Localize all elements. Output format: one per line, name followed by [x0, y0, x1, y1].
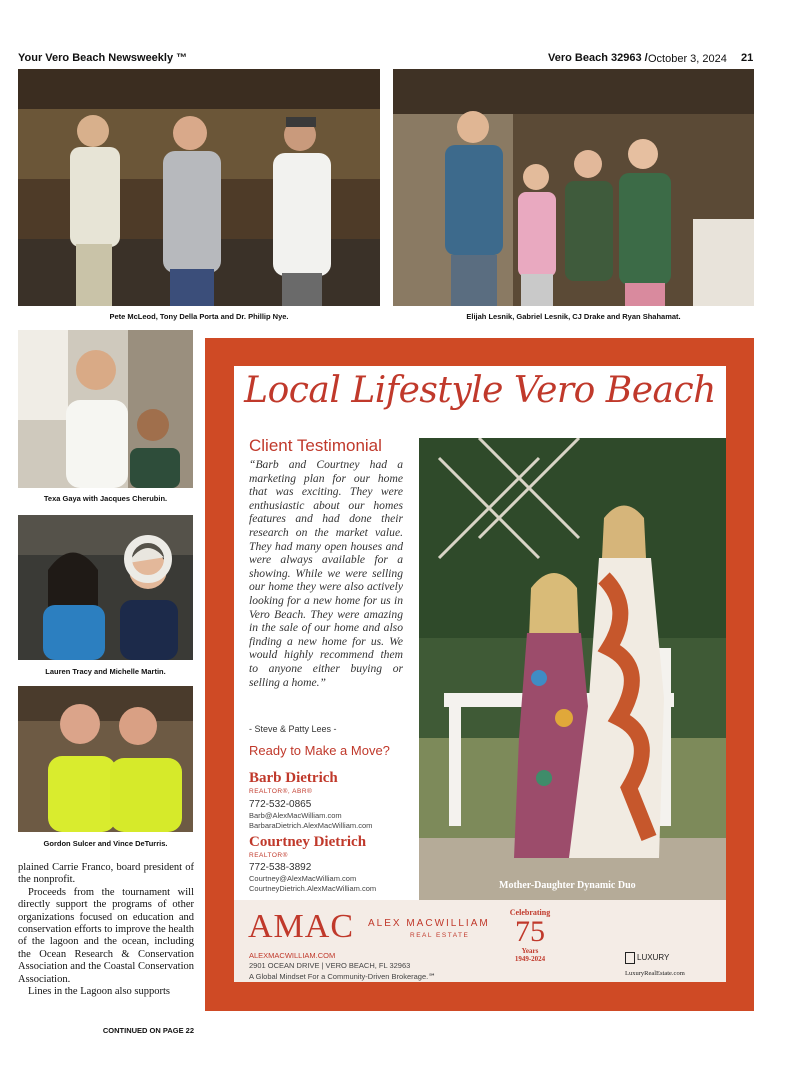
- agent-email-barb[interactable]: Barb@AlexMacWilliam.com: [249, 811, 342, 820]
- agent-credentials-courtney: REALTOR®: [249, 852, 288, 859]
- brokerage-address: 2901 OCEAN DRIVE | VERO BEACH, FL 32963: [249, 961, 411, 970]
- agent-website-courtney[interactable]: CourtneyDietrich.AlexMacWilliam.com: [249, 884, 377, 893]
- caption-photo-1: Pete McLeod, Tony Della Porta and Dr. Phillip Nye.: [109, 312, 289, 321]
- amac-logo: AMAC: [248, 908, 355, 945]
- article-paragraph: plained Carrie Franco, board president of the nonprofit.: [18, 862, 194, 886]
- article-body: [18, 862, 194, 998]
- brokerage-website[interactable]: ALEXMACWILLIAM.COM: [249, 951, 336, 960]
- agent-name-barb: Barb Dietrich: [249, 770, 338, 786]
- photo-woman-and-boy: [18, 330, 193, 488]
- call-to-action: Ready to Make a Move?: [249, 743, 390, 758]
- luxury-logo-text: LUXURY: [637, 953, 670, 963]
- caption-photo-3: Texa Gaya with Jacques Cherubin.: [43, 494, 168, 503]
- continued-notice[interactable]: [18, 1026, 194, 1035]
- brokerage-tagline: A Global Mindset For a Community-Driven Brokerage.℠: [249, 972, 436, 981]
- luxury-logo: [625, 952, 669, 964]
- caption-photo-4: Lauren Tracy and Michelle Martin.: [45, 667, 166, 676]
- brand-sub: REAL ESTATE: [410, 932, 470, 939]
- newsweekly-title: Your Vero Beach Newsweekly ™: [18, 52, 188, 64]
- issue-date: October 3, 2024: [648, 53, 727, 65]
- anniversary-badge: [505, 908, 555, 963]
- ad-title: Local Lifestyle Vero Beach: [244, 370, 716, 411]
- agent-credentials-barb: REALTOR®, ABR®: [249, 788, 313, 795]
- publication-name: Vero Beach 32963 /: [548, 52, 648, 64]
- photo-four-boys: [393, 69, 754, 306]
- anniversary-years-number: 75: [515, 915, 545, 948]
- luxury-icon: [625, 952, 635, 964]
- page-number: 21: [741, 52, 754, 64]
- agent-name-courtney: Courtney Dietrich: [249, 834, 367, 850]
- anniversary-years-label: Years: [521, 947, 539, 955]
- article-paragraph: Lines in the Lagoon also supports: [28, 986, 171, 998]
- continued-label: CONTINUED ON: [102, 1026, 161, 1035]
- anniversary-celebrating: Celebrating: [509, 908, 551, 917]
- agent-phone-barb[interactable]: 772-532-0865: [249, 799, 312, 810]
- caption-photo-2: Elijah Lesnik, Gabriel Lesnik, CJ Drake and Ryan Shahamat.: [466, 312, 681, 321]
- agent-phone-courtney[interactable]: 772-538-3892: [249, 862, 312, 873]
- testimonial-heading: Client Testimonial: [249, 436, 382, 455]
- article-paragraph: Proceeds from the tournament will directly support the programs of other organizations focused on education and conservation efforts to improve the health of the lagoon and the ocean, including the Ocean Research & Conservation Association and the Coastal Conservation Association.: [18, 886, 194, 985]
- photo-three-men: [18, 69, 380, 306]
- testimonial-signature: - Steve & Patty Lees -: [249, 724, 337, 734]
- anniversary-range: 1949-2024: [514, 955, 546, 963]
- agent-email-courtney[interactable]: Courtney@AlexMacWilliam.com: [249, 874, 357, 883]
- luxury-website[interactable]: LuxuryRealEstate.com: [625, 970, 685, 977]
- ad-photo-mother-daughter: [419, 438, 726, 900]
- continued-page: PAGE 22: [162, 1026, 194, 1035]
- agent-website-barb[interactable]: BarbaraDietrich.AlexMacWilliam.com: [249, 821, 373, 830]
- photo-two-men-yellow: [18, 686, 193, 832]
- testimonial-text: “Barb and Courtney had a marketing plan for our home that was exciting. They were enthusiastic about our homes features and had done their research on the market value. They had many open houses and were always available for a showing. While we were selling our home they were also actively looking for a new home for us in Vero Beach. They were amazing in the sale of our home and also finding a new home for us. We would highly recommend them to anyone either buying or selling a home.”: [249, 458, 403, 689]
- caption-photo-5: Gordon Sulcer and Vince DeTurris.: [43, 839, 168, 848]
- brand-name: ALEX MACWILLIAM: [368, 918, 490, 929]
- photo-two-women: [18, 515, 193, 660]
- ad-photo-caption: Mother-Daughter Dynamic Duo: [499, 880, 636, 891]
